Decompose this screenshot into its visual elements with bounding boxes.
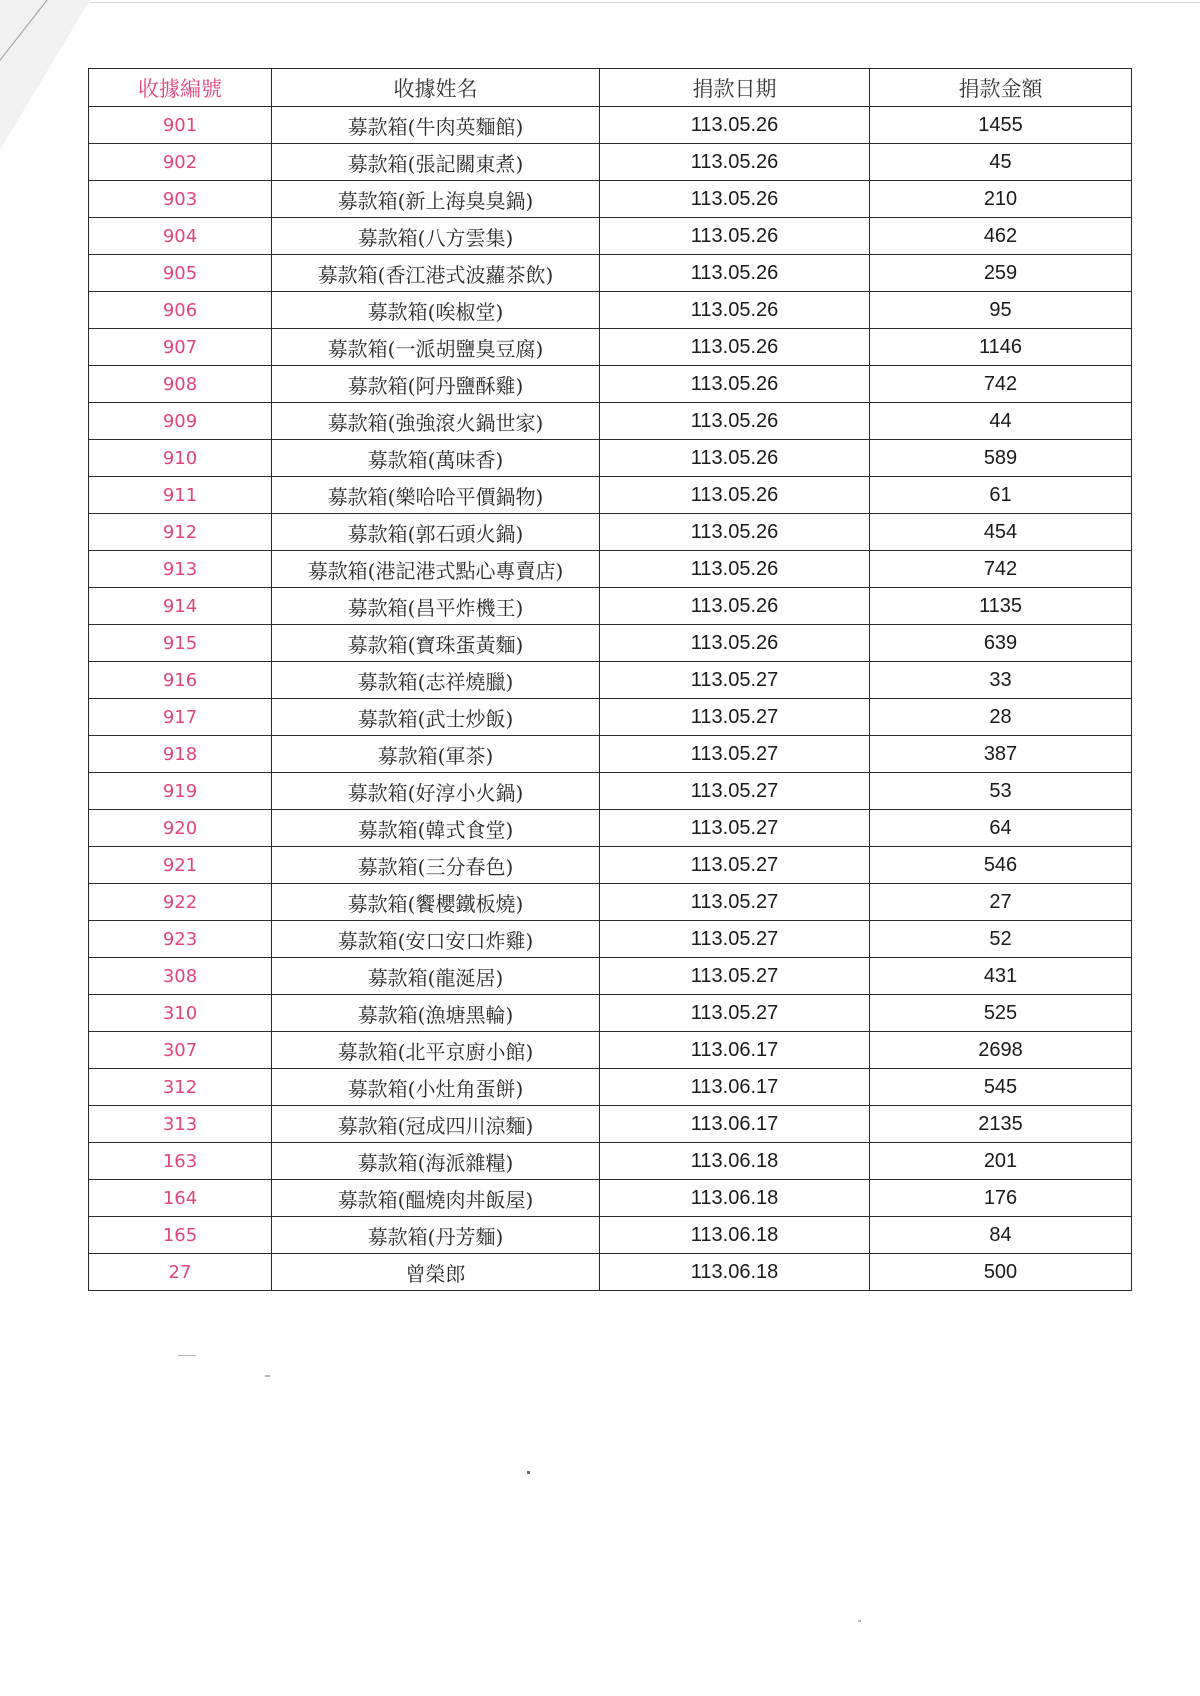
table-row (89, 736, 1132, 773)
receipt-name-cell: 募款箱(安口安口炸雞) (272, 921, 600, 958)
receipt-no-cell: 903 (89, 181, 272, 218)
receipt-no-cell: 310 (89, 995, 272, 1032)
donation-date-cell: 113.05.26 (600, 403, 870, 440)
table-row (89, 403, 1132, 440)
receipt-no-cell: 164 (89, 1180, 272, 1217)
donation-amount-cell: 95 (870, 292, 1132, 329)
donation-amount-cell: 1135 (870, 588, 1132, 625)
donation-amount-cell: 525 (870, 995, 1132, 1032)
donation-amount-cell: 64 (870, 810, 1132, 847)
receipt-no-cell: 901 (89, 107, 272, 144)
receipt-name-cell: 募款箱(一派胡鹽臭豆腐) (272, 329, 600, 366)
receipt-name-cell: 募款箱(丹芳麵) (272, 1217, 600, 1254)
receipt-no-cell: 902 (89, 144, 272, 181)
donation-date-cell: 113.05.27 (600, 847, 870, 884)
receipt-name-cell: 募款箱(港記港式點心專賣店) (272, 551, 600, 588)
donation-date-cell: 113.05.26 (600, 440, 870, 477)
receipt-no-cell: 921 (89, 847, 272, 884)
table-row (89, 995, 1132, 1032)
table-row (89, 1180, 1132, 1217)
header-row (89, 69, 1132, 107)
receipt-name-cell: 募款箱(三分春色) (272, 847, 600, 884)
receipt-no-cell: 308 (89, 958, 272, 995)
donation-date-cell: 113.05.27 (600, 662, 870, 699)
donation-amount-cell: 387 (870, 736, 1132, 773)
table-row (89, 292, 1132, 329)
table-row (89, 477, 1132, 514)
receipt-name-cell: 募款箱(海派雜糧) (272, 1143, 600, 1180)
donation-amount-cell: 44 (870, 403, 1132, 440)
receipt-no-cell: 908 (89, 366, 272, 403)
scan-speck (527, 1471, 530, 1474)
donation-date-cell: 113.05.26 (600, 625, 870, 662)
donation-date-cell: 113.05.26 (600, 477, 870, 514)
donation-date-cell: 113.05.26 (600, 366, 870, 403)
receipt-no-cell: 917 (89, 699, 272, 736)
donation-amount-cell: 1455 (870, 107, 1132, 144)
table-row (89, 1032, 1132, 1069)
header-donation-amount: 捐款金額 (870, 69, 1132, 107)
donation-amount-cell: 2135 (870, 1106, 1132, 1143)
receipt-name-cell: 募款箱(八方雲集) (272, 218, 600, 255)
donation-amount-cell: 742 (870, 366, 1132, 403)
receipt-no-cell: 923 (89, 921, 272, 958)
table-row (89, 366, 1132, 403)
donation-amount-cell: 742 (870, 551, 1132, 588)
receipt-no-cell: 307 (89, 1032, 272, 1069)
table-row (89, 218, 1132, 255)
table-row (89, 884, 1132, 921)
donation-date-cell: 113.05.26 (600, 107, 870, 144)
receipt-no-cell: 919 (89, 773, 272, 810)
receipt-name-cell: 曾榮郎 (272, 1254, 600, 1291)
donation-date-cell: 113.06.17 (600, 1106, 870, 1143)
donation-date-cell: 113.05.27 (600, 995, 870, 1032)
donation-date-cell: 113.05.26 (600, 255, 870, 292)
table-row (89, 1143, 1132, 1180)
receipt-name-cell: 募款箱(武士炒飯) (272, 699, 600, 736)
donation-date-cell: 113.05.26 (600, 144, 870, 181)
receipt-no-cell: 910 (89, 440, 272, 477)
donation-amount-cell: 589 (870, 440, 1132, 477)
header-receipt-name: 收據姓名 (272, 69, 600, 107)
receipt-no-cell: 918 (89, 736, 272, 773)
receipt-name-cell: 募款箱(龍涎居) (272, 958, 600, 995)
receipt-name-cell: 募款箱(韓式食堂) (272, 810, 600, 847)
donation-amount-cell: 27 (870, 884, 1132, 921)
donation-date-cell: 113.05.27 (600, 773, 870, 810)
table-row (89, 921, 1132, 958)
receipt-no-cell: 27 (89, 1254, 272, 1291)
donation-date-cell: 113.06.18 (600, 1254, 870, 1291)
table-row (89, 847, 1132, 884)
receipt-no-cell: 916 (89, 662, 272, 699)
donation-amount-cell: 2698 (870, 1032, 1132, 1069)
receipt-no-cell: 313 (89, 1106, 272, 1143)
receipt-no-cell: 907 (89, 329, 272, 366)
donation-date-cell: 113.06.18 (600, 1143, 870, 1180)
donation-date-cell: 113.06.18 (600, 1180, 870, 1217)
donation-date-cell: 113.05.26 (600, 292, 870, 329)
donation-date-cell: 113.05.27 (600, 921, 870, 958)
scan-speck (265, 1375, 270, 1377)
receipt-no-cell: 909 (89, 403, 272, 440)
receipt-no-cell: 163 (89, 1143, 272, 1180)
donation-amount-cell: 210 (870, 181, 1132, 218)
donation-date-cell: 113.05.27 (600, 736, 870, 773)
table-row (89, 1069, 1132, 1106)
receipt-no-cell: 914 (89, 588, 272, 625)
donation-amount-cell: 639 (870, 625, 1132, 662)
receipt-name-cell: 募款箱(阿丹鹽酥雞) (272, 366, 600, 403)
donation-date-cell: 113.05.26 (600, 329, 870, 366)
table-row (89, 1217, 1132, 1254)
receipt-name-cell: 募款箱(好淳小火鍋) (272, 773, 600, 810)
receipt-no-cell: 913 (89, 551, 272, 588)
donation-date-cell: 113.05.27 (600, 699, 870, 736)
donation-amount-cell: 53 (870, 773, 1132, 810)
receipt-no-cell: 915 (89, 625, 272, 662)
receipt-no-cell: 165 (89, 1217, 272, 1254)
donation-amount-cell: 431 (870, 958, 1132, 995)
table-row (89, 181, 1132, 218)
receipt-no-cell: 905 (89, 255, 272, 292)
donation-date-cell: 113.05.26 (600, 551, 870, 588)
receipt-name-cell: 募款箱(香江港式波蘿茶飲) (272, 255, 600, 292)
donation-date-cell: 113.05.26 (600, 588, 870, 625)
receipt-name-cell: 募款箱(醞燒肉丼飯屋) (272, 1180, 600, 1217)
scan-edge (90, 2, 1200, 3)
donation-amount-cell: 45 (870, 144, 1132, 181)
donation-date-cell: 113.05.26 (600, 514, 870, 551)
donation-amount-cell: 84 (870, 1217, 1132, 1254)
donation-amount-cell: 52 (870, 921, 1132, 958)
table-row (89, 107, 1132, 144)
receipt-name-cell: 募款箱(小灶角蛋餅) (272, 1069, 600, 1106)
donation-table (88, 68, 1132, 1291)
donation-amount-cell: 28 (870, 699, 1132, 736)
receipt-name-cell: 募款箱(北平京廚小館) (272, 1032, 600, 1069)
receipt-name-cell: 募款箱(冠成四川涼麵) (272, 1106, 600, 1143)
table-row (89, 329, 1132, 366)
receipt-name-cell: 募款箱(饗櫻鐵板燒) (272, 884, 600, 921)
donation-amount-cell: 259 (870, 255, 1132, 292)
receipt-name-cell: 募款箱(新上海臭臭鍋) (272, 181, 600, 218)
table-body (89, 107, 1132, 1291)
receipt-no-cell: 920 (89, 810, 272, 847)
donation-amount-cell: 545 (870, 1069, 1132, 1106)
donation-date-cell: 113.05.26 (600, 181, 870, 218)
scan-speck (858, 1620, 861, 1622)
table-row (89, 144, 1132, 181)
receipt-name-cell: 募款箱(昌平炸機王) (272, 588, 600, 625)
donation-amount-cell: 1146 (870, 329, 1132, 366)
donation-amount-cell: 33 (870, 662, 1132, 699)
header-donation-date: 捐款日期 (600, 69, 870, 107)
table-row (89, 440, 1132, 477)
donation-amount-cell: 462 (870, 218, 1132, 255)
receipt-no-cell: 922 (89, 884, 272, 921)
table-row (89, 514, 1132, 551)
donation-date-cell: 113.05.27 (600, 958, 870, 995)
receipt-name-cell: 募款箱(樂哈哈平價鍋物) (272, 477, 600, 514)
table-row (89, 810, 1132, 847)
receipt-name-cell: 募款箱(志祥燒臘) (272, 662, 600, 699)
donation-date-cell: 113.05.27 (600, 810, 870, 847)
table-row (89, 1254, 1132, 1291)
donation-date-cell: 113.06.18 (600, 1217, 870, 1254)
table-row (89, 1106, 1132, 1143)
donation-amount-cell: 500 (870, 1254, 1132, 1291)
receipt-no-cell: 904 (89, 218, 272, 255)
table-row (89, 958, 1132, 995)
receipt-name-cell: 募款箱(張記關東煮) (272, 144, 600, 181)
donation-amount-cell: 176 (870, 1180, 1132, 1217)
receipt-name-cell: 募款箱(寶珠蛋黃麵) (272, 625, 600, 662)
page-corner-fold (0, 0, 90, 150)
receipt-name-cell: 募款箱(唉椒堂) (272, 292, 600, 329)
receipt-no-cell: 312 (89, 1069, 272, 1106)
header-receipt-no: 收據編號 (89, 69, 272, 107)
donation-date-cell: 113.05.26 (600, 218, 870, 255)
donation-date-cell: 113.06.17 (600, 1032, 870, 1069)
table-row (89, 699, 1132, 736)
donation-amount-cell: 61 (870, 477, 1132, 514)
table-row (89, 551, 1132, 588)
receipt-no-cell: 906 (89, 292, 272, 329)
receipt-name-cell: 募款箱(漁塘黑輪) (272, 995, 600, 1032)
receipt-name-cell: 募款箱(萬味香) (272, 440, 600, 477)
table-row (89, 255, 1132, 292)
table-row (89, 588, 1132, 625)
receipt-name-cell: 募款箱(強強滾火鍋世家) (272, 403, 600, 440)
receipt-no-cell: 912 (89, 514, 272, 551)
donation-amount-cell: 454 (870, 514, 1132, 551)
receipt-name-cell: 募款箱(軍茶) (272, 736, 600, 773)
receipt-name-cell: 募款箱(郭石頭火鍋) (272, 514, 600, 551)
donation-amount-cell: 201 (870, 1143, 1132, 1180)
table-row (89, 662, 1132, 699)
table-row (89, 625, 1132, 662)
donation-date-cell: 113.06.17 (600, 1069, 870, 1106)
scan-speck (178, 1355, 196, 1356)
receipt-no-cell: 911 (89, 477, 272, 514)
donation-amount-cell: 546 (870, 847, 1132, 884)
receipt-name-cell: 募款箱(牛肉英麵館) (272, 107, 600, 144)
table-row (89, 773, 1132, 810)
donation-date-cell: 113.05.27 (600, 884, 870, 921)
